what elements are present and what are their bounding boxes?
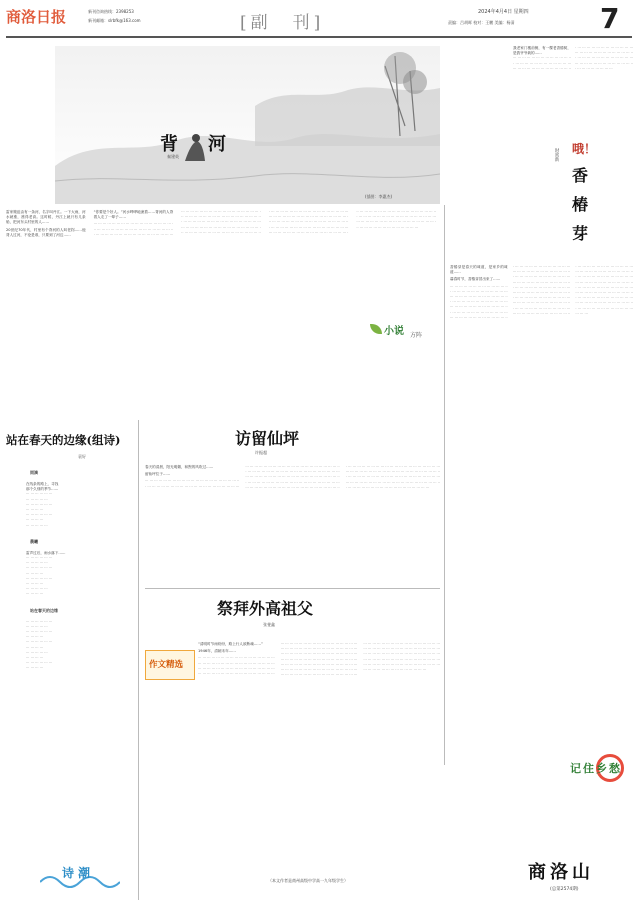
issue-date: 2024年4月4日 星期四 xyxy=(478,9,529,15)
zuopin-section-tag xyxy=(145,650,195,680)
xiang-title-prefix: 哦！ xyxy=(572,142,597,156)
poem-line: 那个久别的季节…… xyxy=(26,487,59,492)
jibai-title: 祭拜外高祖父 xyxy=(217,599,314,618)
xiang-paragraph: 香椿芽是春天的味道，是家乡的味道…… xyxy=(450,265,508,275)
xiang-intro: 我老家门楼前侧，有一棵老香椿树，是我爷爷栽的…… ··· ··· ··· ··· ··· ··· ··· ··· ··· ··· ··· ··· ··· ··· ··· ··· ··· ··· ··· ··· ··· ··· ··· ··· ··· ··· ··· ··· ··· ··· ··· ··· ··· ··· ··· ··· ··· ··· ··· ··· ··· ··· ··· ··· ··· ··· ··· ··· ··· ··· ··· ··· ··· ··· ··· ··· ··· ··· ··· ··· ··· ··· ··· ··· ··· ··· ··· ··· ··· ··· ··· ··· ··· ··· ··· ··· ··· ··· ··· ··· ··· ··· ··· ··· ··· ··· ··· ··· ··· ··· ··· ··· ··· ··· ··· ··· xyxy=(513,46,633,71)
masthead xyxy=(0,0,638,44)
text-filler: ··· ··· ··· ··· ··· ··· ··· ··· ··· ··· ··· ··· ··· ··· ··· ··· ··· ··· ··· ··· ··· ··· ··· ··· ··· ··· ··· ··· ··· ··· ··· ··· ··· ··· ··· ··· ··· ··· ··· ··· ··· ··· ··· ··· ··· ··· ··· ··· ··· ··· ··· ··· ··· ··· ··· ··· ··· ··· ··· ··· ··· ··· ··· ··· ··· ··· ··· ··· ··· ··· ··· ··· ··· ··· ··· ··· ··· ··· ··· ··· ··· ··· ··· ··· ··· ··· ··· ··· ··· ··· ··· ··· ··· ··· ··· ··· ··· ··· ··· ··· ··· ··· ··· ··· ··· ··· ··· ··· ··· ··· ··· ··· ··· ··· ··· ··· ··· ··· ··· ··· ··· ··· ··· ··· ··· ··· ··· ··· ··· ··· ··· ··· ··· ··· ··· ··· ··· ··· ··· ··· ··· ··· ··· ··· ··· ··· ··· ··· ··· ··· ··· ··· ··· ··· ··· ··· ··· ··· ··· ··· ··· ··· ··· ··· ··· ··· ··· ··· ··· ··· ··· ··· ··· ··· ··· ··· ··· ··· ··· ··· ··· ··· ··· ··· ··· ··· ··· ··· ··· ··· ··· ··· ··· ··· ··· ··· ··· ··· ··· ··· ··· ··· ··· ··· ··· ··· ··· ··· ··· ··· ··· ··· ··· ··· ··· ··· ··· ··· ··· ··· ··· ··· ··· ··· ··· ··· ··· ··· ··· ··· ··· ··· ··· ··· ··· ··· ··· ··· ··· ··· ··· ··· ··· ··· ··· ··· ··· ··· ··· ··· ··· ··· ··· ··· ··· ··· ··· ··· ··· ··· ··· ··· ··· ··· ··· ··· ··· ··· ··· ··· ··· ··· ··· ··· ··· ··· ··· ··· ··· ··· ··· ··· ··· ··· ··· ··· ··· ··· ··· ··· ··· xyxy=(93,210,436,237)
beihe-illustration-credit: (插图：李惠杰) xyxy=(365,194,393,199)
beihe-paragraph: “你要是个好人。”河水哗哗地流着……背河的人背着人走了一辈子…… xyxy=(93,210,174,220)
poem-divider xyxy=(138,420,139,900)
column-divider xyxy=(444,205,445,765)
hotline-label: 新刊咨询热线： xyxy=(88,9,116,14)
xiang-paragraph: 我老家门楼前侧，有一棵老香椿树，是我爷爷栽的…… xyxy=(513,46,571,56)
jibai-paragraph: “清明时节雨纷纷，路上行人欲断魂……” xyxy=(198,642,263,646)
poem-line: 雷声过后，雨水落下…… xyxy=(26,550,66,555)
poem-subtitle: 晨曦 xyxy=(30,538,38,544)
email xyxy=(88,18,141,24)
fangxian-title: 访留仙坪 xyxy=(235,429,300,448)
beihe-body xyxy=(6,210,436,410)
poem-line: 在线条的路上，寻找 xyxy=(26,482,59,486)
xiang-title-block xyxy=(572,140,612,260)
poems-author: 袁好 xyxy=(78,454,86,459)
page-number: 7 xyxy=(600,2,620,35)
fangxian-paragraph: 留仙坪位于…… xyxy=(145,472,171,477)
jibai-body: “清明时节雨纷纷，路上行人欲断魂……” 1946年，清朝末年…… ··· ··· ··· ··· ··· ··· ··· ··· ··· ··· ··· ··· ··· ··· ··· ··· ··· ··· ··· ··· ··· ··· ··· ··· ··· ··· ··· ··· ··· ··· ··· ··· ··· ··· ··· ··· ··· ··· ··· ··· ··· ··· ··· ··· ··· ··· ··· ··· ··· ··· ··· ··· ··· ··· ··· ··· ··· ··· ··· ··· ··· ··· ··· ··· ··· ··· ··· ··· ··· ··· ··· ··· ··· ··· ··· ··· ··· ··· ··· ··· ··· ··· ··· ··· ··· ··· ··· ··· ··· ··· ··· ··· ··· ··· ··· ··· ··· ··· ··· ··· ··· ··· ··· ··· ··· ··· ··· ··· ··· ··· ··· ··· ··· ··· ··· ··· ··· ··· ··· ··· ··· ··· ··· ··· ··· ··· ··· ··· ··· ··· ··· ··· ··· ··· ··· ··· ··· ··· ··· ··· ··· ··· ··· ··· ··· ··· ··· ··· ··· ··· ··· ··· ··· ··· ··· ··· ··· ··· ··· ··· ··· ··· ··· ··· ··· ··· ··· ··· ··· ··· ··· ··· ··· ··· ··· ··· ··· ··· ··· ··· ··· ··· ··· ··· ··· ··· ··· ··· ··· ··· ··· ··· ··· ··· ··· ··· ··· ··· ··· ··· ··· ··· ··· ··· ··· ··· ··· ··· ··· ··· ··· ··· ··· ··· ··· ··· ··· ··· ··· ··· ··· ··· ··· ··· ··· ··· ··· ··· ··· ··· ··· ··· ··· ··· ··· ··· ··· ··· ··· ··· ··· ··· ··· ··· ··· ··· ··· ··· ··· ··· ··· ··· ··· ··· ··· ··· ··· ··· ··· ··· ··· ··· ··· ··· ··· ··· ··· ··· ··· ··· ··· ··· ··· ··· ··· ··· ··· ··· ··· ··· ··· ··· ··· ··· ··· ··· xyxy=(198,642,440,678)
jizhu-label: 记住乡愁 xyxy=(570,762,622,775)
jizhu-section-tag xyxy=(570,752,632,788)
jibai-footnote: （本文作者是商州高级中学高一九年级学生） xyxy=(268,878,348,883)
shichao-section-tag xyxy=(40,862,120,890)
xiang-title-char: 芽 xyxy=(572,224,589,243)
header-rule xyxy=(6,36,632,38)
email-address: slrbfk@163.com xyxy=(108,18,141,23)
poems-title: 站在春天的边缘(组诗) xyxy=(6,433,121,447)
jibai-paragraph: 1946年，清朝末年…… xyxy=(198,649,236,654)
ink-landscape-illustration xyxy=(55,46,440,204)
hotline xyxy=(88,9,134,15)
fangxian-paragraph: 春天的清晨，阳光明媚，和煦的风吹过…… xyxy=(145,465,214,469)
poem-subtitle: 站在春天的边缘 xyxy=(30,607,58,613)
jibai-author: 张斐鑫 xyxy=(263,622,275,627)
xiang-author: 时常新 xyxy=(554,148,559,162)
jibai-header xyxy=(145,596,440,636)
xiaoshuo-section-tag xyxy=(370,322,440,352)
xiang-title-char: 椿 xyxy=(572,195,589,214)
supplement-name: 商洛山 xyxy=(528,862,594,883)
beihe-title: 背 河 xyxy=(160,134,232,155)
beihe-author: 秦建英 xyxy=(167,154,179,159)
xiaoshuo-label: 小说 xyxy=(384,326,404,337)
section-divider xyxy=(145,588,440,589)
poem-lines: ··· ··· ··· ··· ··· ··· ··· ··· ··· ··· ··· ··· ··· ··· ··· ··· ··· ··· ··· ··· ··· ··· ··· ··· ··· ··· ··· ··· ··· ··· ··· ··· ··· ··· ··· ··· ··· ··· ··· ··· ··· ··· ··· ··· ··· ··· ··· ··· ··· ··· xyxy=(26,619,53,671)
fangxian-body: 春天的清晨，阳光明媚，和煦的风吹过…… 留仙坪位于…… ··· ··· ··· ··· ··· ··· ··· ··· ··· ··· ··· ··· ··· ··· ··· ··· ··· ··· ··· ··· ··· ··· ··· ··· ··· ··· ··· ··· ··· ··· ··· ··· ··· ··· ··· ··· ··· ··· ··· ··· ··· ··· ··· ··· ··· ··· ··· ··· ··· ··· ··· ··· ··· ··· ··· ··· ··· ··· ··· ··· ··· ··· ··· ··· ··· ··· ··· ··· ··· ··· ··· ··· ··· ··· ··· ··· ··· ··· ··· ··· ··· ··· ··· ··· ··· ··· ··· ··· ··· ··· ··· ··· ··· ··· ··· ··· ··· ··· ··· ··· ··· ··· ··· ··· ··· ··· ··· ··· ··· ··· ··· ··· ··· ··· ··· ··· ··· ··· ··· ··· ··· ··· ··· ··· ··· ··· ··· ··· ··· ··· ··· ··· ··· ··· ··· ··· ··· ··· ··· ··· ··· ··· ··· ··· ··· ··· ··· ··· ··· ··· ··· ··· ··· ··· ··· ··· ··· ··· ··· ··· ··· ··· ··· ··· ··· ··· ··· ··· ··· ··· ··· ··· ··· ··· ··· ··· ··· ··· ··· ··· ··· ··· ··· ··· ··· ··· ··· ··· ··· ··· ··· ··· ··· ··· ··· ··· ··· ··· ··· ··· ··· ··· ··· ··· ··· ··· ··· ··· ··· ··· ··· ··· ··· ··· ··· ··· ··· ··· ··· ··· ··· ··· ··· ··· ··· ··· ··· ··· ··· ··· ··· ··· ··· ··· ··· ··· ··· ··· ··· ··· ··· ··· ··· ··· xyxy=(145,465,440,490)
beihe-paragraph: 20世纪70年代，村里有个背河的人叫老拐……他背人过河，不论是谁，只要到了河边…… xyxy=(6,227,86,237)
hotline-number: 2398253 xyxy=(116,9,134,14)
supplement-issue: (总第2574期) xyxy=(550,887,579,892)
poem-subtitle: 雨滴 xyxy=(30,470,38,475)
shichao-label: 诗潮 xyxy=(62,866,95,880)
fangxian-author: 许振超 xyxy=(255,450,267,455)
poems-block xyxy=(6,432,134,852)
editors: 责编：吕胡晖 校对：王鹏 美编：杨清 xyxy=(448,20,515,25)
section-title: [副 刊] xyxy=(240,13,325,33)
beihe-paragraph: 雷家嫂迫由有一条河，名字叫丹江。一下大雨，河水就涨，涨得老高。这时候，丹江上就只有几条船，把河东头村里的人…… xyxy=(6,210,86,225)
fangxian-header xyxy=(145,426,440,462)
xiang-paragraph: 暮春时节，香椿芽冒出来了…… xyxy=(450,277,501,282)
zuopin-label: 作文精选 xyxy=(149,660,184,670)
xiang-body: 香椿芽是春天的味道，是家乡的味道…… 暮春时节，香椿芽冒出来了…… ··· ··· ··· ··· ··· ··· ··· ··· ··· ··· ··· ··· ··· ··· ··· ··· ··· ··· ··· ··· ··· ··· ··· ··· ··· ··· ··· ··· ··· ··· ··· ··· ··· ··· ··· ··· ··· ··· ··· ··· ··· ··· ··· ··· ··· ··· ··· ··· ··· ··· ··· ··· ··· ··· ··· ··· ··· ··· ··· ··· ··· ··· ··· ··· ··· ··· ··· ··· ··· ··· ··· ··· ··· ··· ··· ··· ··· ··· ··· ··· ··· ··· ··· ··· ··· ··· ··· ··· ··· ··· ··· ··· ··· ··· ··· ··· ··· ··· ··· ··· ··· ··· ··· ··· ··· ··· ··· ··· ··· ··· ··· ··· ··· ··· ··· ··· ··· ··· ··· ··· ··· ··· ··· ··· ··· ··· ··· ··· ··· ··· ··· ··· ··· ··· ··· ··· ··· ··· ··· ··· ··· ··· ··· ··· ··· ··· ··· ··· ··· ··· ··· ··· ··· ··· ··· ··· ··· ··· ··· ··· ··· ··· ··· ··· ··· ··· ··· ··· ··· ··· ··· ··· ··· ··· ··· ··· ··· ··· ··· ··· ··· ··· ··· ··· ··· ··· ··· ··· ··· ··· ··· ··· ··· ··· ··· ··· ··· ··· ··· ··· ··· ··· ··· ··· ··· ··· ··· ··· ··· ··· ··· ··· ··· ··· ··· ··· ··· ··· ··· ··· ··· ··· ··· ··· ··· ··· ··· ··· ··· ··· ··· ··· ··· ··· ··· ··· ··· ··· ··· ··· ··· ··· ··· ··· ··· ··· ··· ··· ··· ··· ··· ··· ··· ··· ··· ··· ··· ··· ··· ··· ··· ··· ··· ··· ··· ··· ··· ··· ··· ··· ··· ··· ··· ··· ··· ··· ··· ··· ··· ··· ··· ··· ··· ··· ··· ··· ··· ··· ··· ··· ··· ··· ··· ··· ··· ··· ··· ··· ··· ··· ··· ··· ··· ··· ··· ··· ··· ··· ··· ··· ··· ··· ··· ··· ··· ··· ··· ··· ··· ··· ··· ··· ··· ··· ··· ··· ··· ··· xyxy=(450,265,633,320)
leaf-icon xyxy=(370,324,382,334)
poem-lines: 在线条的路上，寻找 那个久别的季节…… ··· ··· ··· ··· ··· ··· ··· ··· ··· ··· ··· ··· ··· ··· ··· ··· ··· ··· ··· ··· ··· ··· ··· ··· ··· ··· ··· ··· ··· ··· ··· ··· ··· ··· ··· ··· xyxy=(26,482,126,529)
poem-lines: 雷声过后，雨水落下…… ··· ··· ··· ··· ··· ··· ··· ··· ··· ··· ··· ··· ··· ··· ··· ··· ··· ··· ··· ··· ··· ··· ··· ··· ··· ··· ··· ··· ··· ··· ··· ··· ··· ··· ··· ··· ··· ··· ··· ··· xyxy=(26,551,126,598)
xiang-title-char: 香 xyxy=(572,166,589,185)
supplement-footer xyxy=(520,858,632,908)
beihe-illustration xyxy=(55,46,440,204)
email-label: 新刊邮箱： xyxy=(88,18,108,23)
xiaoshuo-sub-label: 方阵 xyxy=(410,332,423,339)
paper-logo: 商洛日报 xyxy=(6,8,67,26)
